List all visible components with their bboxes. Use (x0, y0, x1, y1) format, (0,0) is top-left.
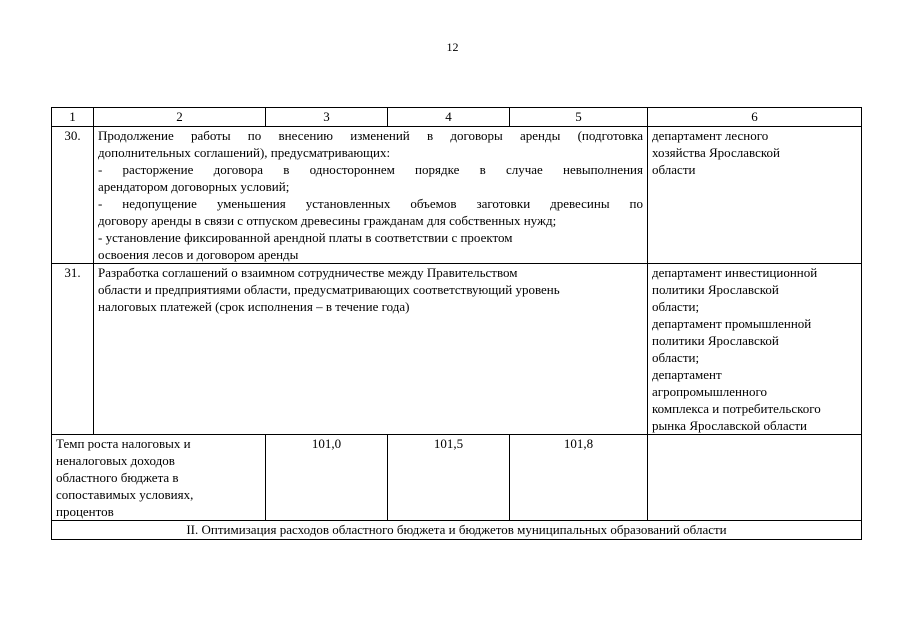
text-line: - установление фиксированной арендной платы в соответствии с проектом (98, 230, 513, 245)
text-line: Темп роста налоговых и (56, 436, 191, 451)
indicator-value: 101,8 (510, 435, 648, 521)
column-header: 5 (510, 108, 648, 127)
text-line: рынка Ярославской области (652, 418, 808, 433)
row-number: 30. (52, 127, 94, 264)
text-line: - расторжение договора в одностороннем порядке в случае невыполнения (98, 162, 643, 177)
indicator-row (52, 435, 862, 521)
column-header-row (52, 108, 862, 127)
text-line: освоения лесов и договором аренды (98, 247, 299, 262)
measure-description (94, 127, 648, 264)
section-row (52, 521, 862, 540)
measures-table (51, 107, 862, 540)
text-line: области; (652, 350, 700, 365)
row-number: 31. (52, 264, 94, 435)
page-number: 12 (446, 40, 459, 54)
column-header: 3 (266, 108, 388, 127)
section-title: II. Оптимизация расходов областного бюджета и бюджетов муниципальных образований области (52, 521, 862, 540)
text-line: комплекса и потребительского (652, 401, 821, 416)
text-line: политики Ярославской (652, 282, 779, 297)
text-line: - недопущение уменьшения установленных объемов заготовки древесины по (98, 196, 643, 211)
indicator-value: 101,0 (266, 435, 388, 521)
column-header: 6 (648, 108, 862, 127)
text-line: области и предприятиями области, предусматривающих соответствующий уровень (98, 282, 560, 297)
text-line: неналоговых доходов (56, 453, 175, 468)
indicator-label (52, 435, 266, 521)
responsible-department (648, 264, 862, 435)
empty-cell (648, 435, 862, 521)
table-row (52, 127, 862, 264)
text-line: департамент лесного (652, 128, 769, 143)
text-line: налоговых платежей (срок исполнения – в течение года) (98, 299, 410, 314)
text-line: департамент (652, 367, 722, 382)
text-line: процентов (56, 504, 114, 519)
text-line: дополнительных соглашений), предусматривающих: (98, 145, 391, 160)
table-row (52, 264, 862, 435)
responsible-department (648, 127, 862, 264)
text-line: политики Ярославской (652, 333, 779, 348)
measure-description (94, 264, 648, 435)
text-line: областного бюджета в (56, 470, 179, 485)
text-line: арендатором договорных условий; (98, 179, 290, 194)
indicator-value: 101,5 (388, 435, 510, 521)
text-line: Разработка соглашений о взаимном сотрудничестве между Правительством (98, 265, 518, 280)
column-header: 4 (388, 108, 510, 127)
text-line: департамент промышленной (652, 316, 812, 331)
column-header: 2 (94, 108, 266, 127)
text-line: агропромышленного (652, 384, 767, 399)
text-line: сопоставимых условиях, (56, 487, 194, 502)
text-line: области (652, 162, 696, 177)
text-line: хозяйства Ярославской (652, 145, 780, 160)
text-line: Продолжение работы по внесению изменений в договоры аренды (подготовка (98, 128, 643, 143)
text-line: области; (652, 299, 700, 314)
text-line: департамент инвестиционной (652, 265, 818, 280)
text-line: договору аренды в связи с отпуском древесины гражданам для собственных нужд; (98, 213, 557, 228)
column-header: 1 (52, 108, 94, 127)
